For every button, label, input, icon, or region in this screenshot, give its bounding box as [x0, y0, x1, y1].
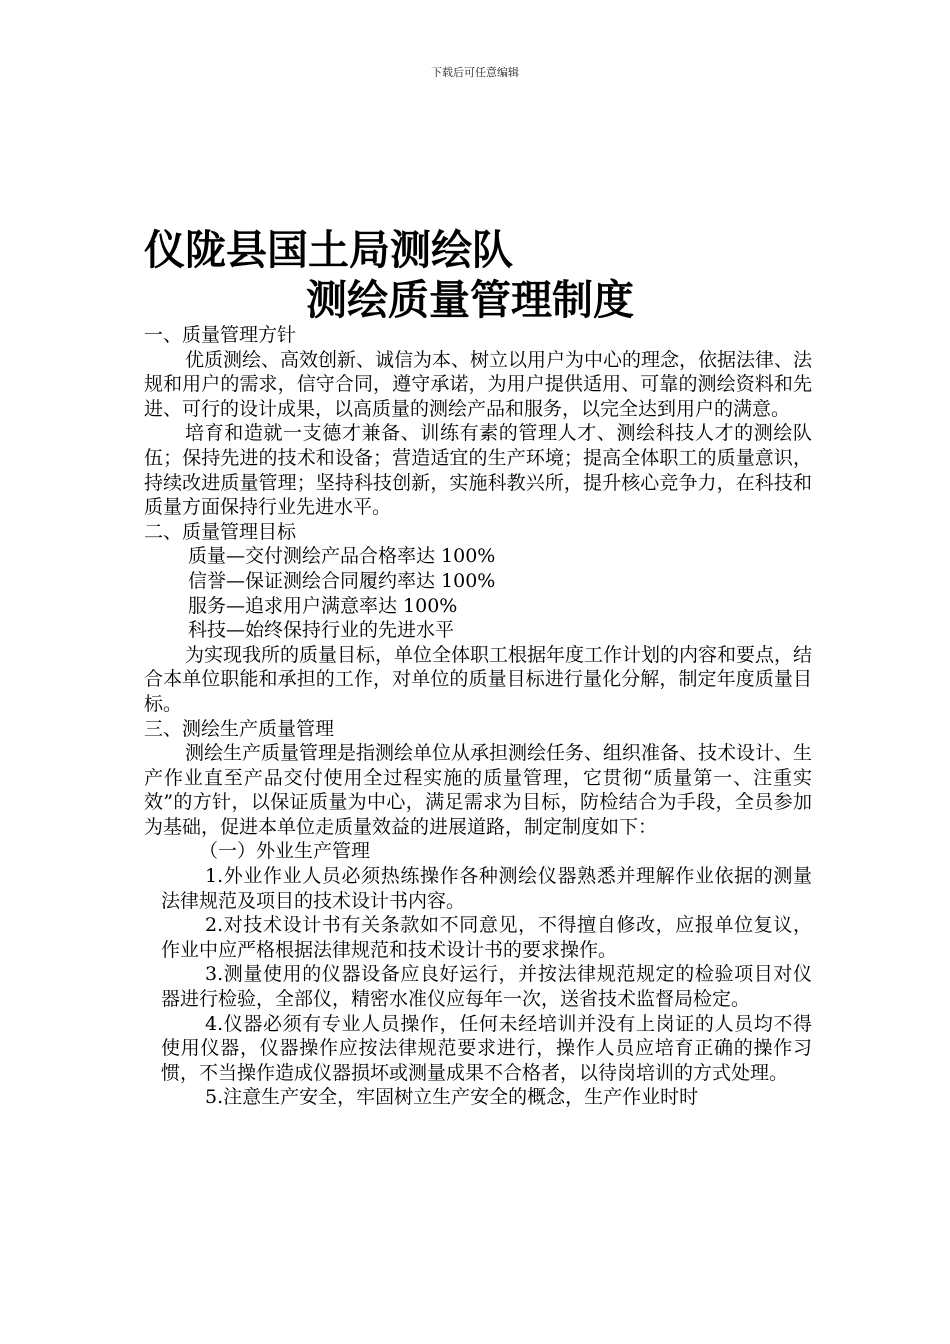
document-title-line1: 仪陇县国土局测绘队: [144, 226, 513, 274]
rule-item-2: 2.对技术设计书有关条款如不同意见，不得擅自修改，应报单位复议，作业中应严格根据法律规范和技术设计书的要求操作。: [161, 914, 812, 961]
header-note: 下载后可任意编辑: [431, 66, 519, 79]
section1-paragraph-2: 培育和造就一支德才兼备、训练有素的管理人才、测绘科技人才的测绘队伍；保持先进的技术和设备；营造适宜的生产环境；提高全体职工的质量意识，持续改进质量管理；坚持科技创新，实施科教兴所，提升核心竞争力，在科技和质量方面保持行业先进水平。: [144, 422, 812, 519]
rule-item-3: 3.测量使用的仪器设备应良好运行，并按法律规范规定的检验项目对仪器进行检验，全部仪，精密水准仪应每年一次，送省技术监督局检定。: [161, 963, 812, 1011]
section3-heading: 三、测绘生产质量管理: [144, 717, 335, 740]
document-body: [144, 323, 812, 1110]
rule-item-5: 5.注意生产安全，牢固树立生产安全的概念，生产作业时时: [205, 1086, 699, 1109]
section1-paragraph-1: 优质测绘、高效创新、诚信为本、树立以用户为中心的理念，依据法律、法规和用户的需求，信守合同，遵守承诺，为用户提供适用、可靠的测绘资料和先进、可行的设计成果，以高质量的测绘产品和服务，以完全达到用户的满意。: [144, 348, 813, 420]
goal-technology: 科技—始终保持行业的先进水平: [188, 619, 455, 642]
goal-service: 服务—追求用户满意率达 100%: [188, 594, 458, 617]
rule-item-4: 4.仪器必须有专业人员操作，任何未经培训并没有上岗证的人员均不得使用仪器，仪器操作应按法律规范要求进行，操作人员应培育正确的操作习惯，不当操作造成仪器损坏或测量成果不合格者，以待岗培训的方式处理。: [161, 1012, 812, 1084]
section2-heading: 二、质量管理目标: [144, 520, 297, 543]
document-title-line2: 测绘质量管理制度: [306, 276, 634, 324]
section1-heading: 一、质量管理方针: [144, 324, 297, 346]
goal-quality: 质量—交付测绘产品合格率达 100%: [188, 545, 496, 568]
section2-paragraph: 为实现我所的质量目标，单位全体职工根据年度工作计划的内容和要点，结合本单位职能和承担的工作，对单位的质量目标进行量化分解，制定年度质量目标。: [144, 643, 813, 715]
goal-credibility: 信誉—保证测绘合同履约率达 100%: [188, 569, 496, 592]
section3-paragraph: 测绘生产质量管理是指测绘单位从承担测绘任务、组织准备、技术设计、生产作业直至产品交付使用全过程实施的质量管理，它贯彻“质量第一、注重实效”的方针，以保证质量为中心，满足需求为目标，防检结合为手段，全员参加为基础，促进本单位走质量效益的进展道路，制定制度如下：: [144, 742, 813, 838]
rule-item-1: 1.外业作业人员必须热练操作各种测绘仪器熟悉并理解作业依据的测量法律规范及项目的技术设计书内容。: [161, 865, 812, 912]
subsection-heading-field-production: （一）外业生产管理: [199, 840, 371, 863]
